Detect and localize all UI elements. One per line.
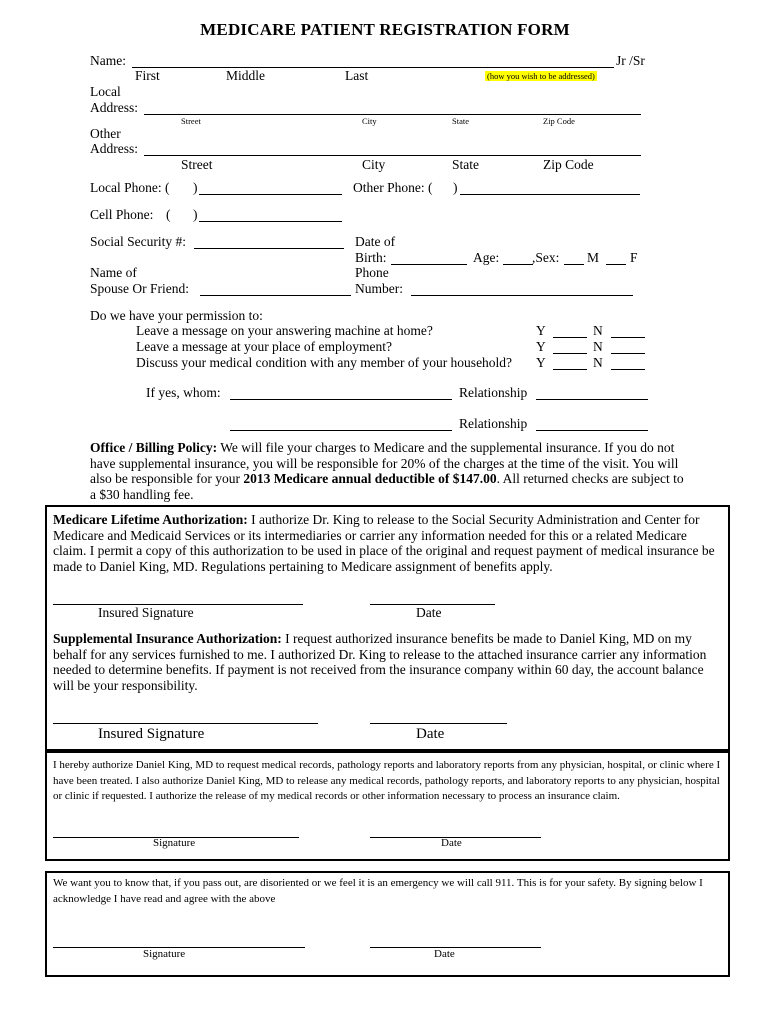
- records-signature-label: Signature: [153, 837, 196, 849]
- permission-3-no-input[interactable]: [611, 356, 645, 370]
- other-street-caption: Street: [181, 157, 213, 172]
- sex-female-input[interactable]: [606, 251, 626, 265]
- dob-input[interactable]: [391, 251, 467, 265]
- local-address-input[interactable]: [144, 101, 641, 115]
- supplemental-signature-input[interactable]: [53, 710, 318, 724]
- lifetime-authorization-heading: Medicare Lifetime Authorization:: [53, 512, 248, 527]
- if-yes-whom-label: If yes, whom:: [146, 385, 221, 400]
- local-state-caption: State: [452, 116, 469, 126]
- supplemental-authorization: [53, 631, 721, 693]
- last-name-caption: Last: [345, 68, 369, 83]
- relationship-input-2[interactable]: [536, 417, 648, 431]
- records-signature-input[interactable]: [53, 824, 299, 838]
- other-phone-label: Other Phone: (: [353, 180, 433, 195]
- records-date-input[interactable]: [370, 824, 541, 838]
- whom-input-1[interactable]: [230, 386, 452, 400]
- phone-number-input[interactable]: [411, 282, 633, 296]
- emergency-text: We want you to know that, if you pass out, are disoriented or we feel it is an emergency we will call 911. This is for your safety. By signing below I acknowledge I have read and agree with the above: [53, 877, 703, 905]
- supplemental-date-label: Date: [416, 726, 445, 742]
- permission-yes-label: Y: [536, 339, 546, 354]
- sex-label: ,Sex:: [532, 250, 560, 265]
- billing-policy-text-2: . All returned checks are subject to a $30 handling fee.: [90, 471, 684, 502]
- relationship-label-1: Relationship: [459, 385, 528, 400]
- lifetime-authorization: [53, 512, 721, 574]
- relationship-input-1[interactable]: [536, 386, 648, 400]
- supplemental-authorization-text: I request authorized insurance benefits be made to Daniel King, MD on my behalf for any services furnished to me. I authorized Dr. King to release to the attached insurance carrier any information needed to determine benefits. If payment is not received from the insurance company within 60 day, the account balance will be your responsibility.: [53, 631, 707, 693]
- address-note: [485, 71, 597, 81]
- permission-no-label: N: [593, 323, 603, 338]
- address-note-text: (how you wish to be addressed): [487, 71, 595, 81]
- permission-yes-label: Y: [536, 323, 546, 338]
- permission-no-label: N: [593, 355, 603, 370]
- local-phone-label: Local Phone: (: [90, 180, 170, 195]
- spouse-label-line1: Name of: [90, 265, 137, 280]
- supplemental-signature-label: Insured Signature: [98, 726, 205, 742]
- supplemental-date-input[interactable]: [370, 710, 507, 724]
- sex-male-label: M: [587, 250, 600, 265]
- cell-phone-open-paren: (: [166, 207, 171, 222]
- emergency-signature-label: Signature: [143, 948, 186, 960]
- permission-1-yes-input[interactable]: [553, 324, 587, 338]
- middle-name-caption: Middle: [226, 68, 265, 83]
- phone-number-label-line1: Phone: [355, 265, 389, 280]
- cell-phone-input[interactable]: [199, 208, 342, 222]
- first-name-caption: First: [135, 68, 160, 83]
- cell-phone-label: Cell Phone:: [90, 207, 154, 222]
- page-title: MEDICARE PATIENT REGISTRATION FORM: [200, 20, 570, 39]
- permission-3-yes-input[interactable]: [553, 356, 587, 370]
- local-zip-caption: Zip Code: [543, 116, 575, 126]
- whom-input-2[interactable]: [230, 417, 452, 431]
- lifetime-date-input[interactable]: [370, 591, 495, 605]
- spouse-label: Spouse Or Friend:: [90, 281, 189, 296]
- age-input[interactable]: [503, 251, 533, 265]
- sex-female-label: F: [630, 250, 638, 265]
- other-city-caption: City: [362, 157, 386, 172]
- permission-no-label: N: [593, 339, 603, 354]
- permission-question-3: Discuss your medical condition with any member of your household?: [136, 355, 513, 370]
- other-address-input[interactable]: [144, 142, 641, 156]
- permission-heading: Do we have your permission to:: [90, 308, 263, 323]
- lifetime-signature-input[interactable]: [53, 591, 303, 605]
- ssn-input[interactable]: [194, 235, 344, 249]
- spouse-input[interactable]: [200, 282, 351, 296]
- permission-2-no-input[interactable]: [611, 340, 645, 354]
- lifetime-authorization-text: I authorize Dr. King to release to the Social Security Administration and Center for Medicare and Medicaid Services or its intermediaries or carrier any information needed for this or a related Medicare claim. I permit a copy of this authorization to be used in place of the original and request payment of medical insurance be made to Daniel King, MD. Regulations pertaining to Medicare assignment of benefits apply.: [53, 512, 715, 574]
- name-suffix-label: Jr /Sr: [616, 53, 645, 68]
- permission-1-no-input[interactable]: [611, 324, 645, 338]
- cell-phone-close-paren: ): [193, 207, 198, 222]
- billing-policy-heading: Office / Billing Policy:: [90, 440, 218, 455]
- other-phone-paren: ): [453, 180, 458, 195]
- permission-question-1: Leave a message on your answering machine at home?: [136, 323, 433, 338]
- local-address-label: Address:: [90, 100, 138, 115]
- permission-question-2: Leave a message at your place of employment?: [136, 339, 393, 354]
- emergency-signature-input[interactable]: [53, 934, 305, 948]
- relationship-label-2: Relationship: [459, 416, 528, 431]
- local-city-caption: City: [362, 116, 377, 126]
- emergency-date-input[interactable]: [370, 934, 541, 948]
- name-label: Name:: [90, 53, 126, 68]
- other-state-caption: State: [452, 157, 479, 172]
- local-phone-paren: ): [193, 180, 198, 195]
- dob-label-line1: Date of: [355, 234, 396, 249]
- other-address-label: Address:: [90, 141, 138, 156]
- billing-policy-deductible: 2013 Medicare annual deductible of $147.00: [243, 471, 497, 487]
- other-zip-caption: Zip Code: [543, 157, 594, 172]
- dob-label: Birth:: [355, 250, 387, 265]
- other-phone-input[interactable]: [460, 181, 640, 195]
- local-street-caption: Street: [181, 116, 201, 126]
- records-authorization-text: I hereby authorize Daniel King, MD to request medical records, pathology reports and laboratory reports from any physician, hospital, or clinic where I have been treated. I also authorize Daniel King, MD to release any medical records, pathology reports, and laboratory reports to any physician, hospital or clinic if requested. I authorize the release of my medical records or other information necessary to process an insurance claim.: [53, 759, 721, 802]
- billing-policy: [90, 440, 690, 502]
- other-label: Other: [90, 126, 121, 141]
- ssn-label: Social Security #:: [90, 234, 186, 249]
- age-label: Age:: [473, 250, 500, 265]
- local-label: Local: [90, 84, 121, 99]
- permission-2-yes-input[interactable]: [553, 340, 587, 354]
- lifetime-date-label: Date: [416, 605, 442, 620]
- lifetime-signature-label: Insured Signature: [98, 605, 194, 620]
- emergency-date-label: Date: [434, 948, 455, 960]
- phone-number-label: Number:: [355, 281, 403, 296]
- records-date-label: Date: [441, 837, 462, 849]
- sex-male-input[interactable]: [564, 251, 584, 265]
- local-phone-input[interactable]: [199, 181, 342, 195]
- billing-policy-text-1: We will file your charges to Medicare and the supplemental insurance. If you do not have supplemental insurance, you will be responsible for 20% of the charges at the time of the visit. You will also be responsible for your: [90, 440, 679, 487]
- name-input[interactable]: [132, 54, 614, 68]
- permission-yes-label: Y: [536, 355, 546, 370]
- supplemental-authorization-heading: Supplemental Insurance Authorization:: [53, 631, 282, 646]
